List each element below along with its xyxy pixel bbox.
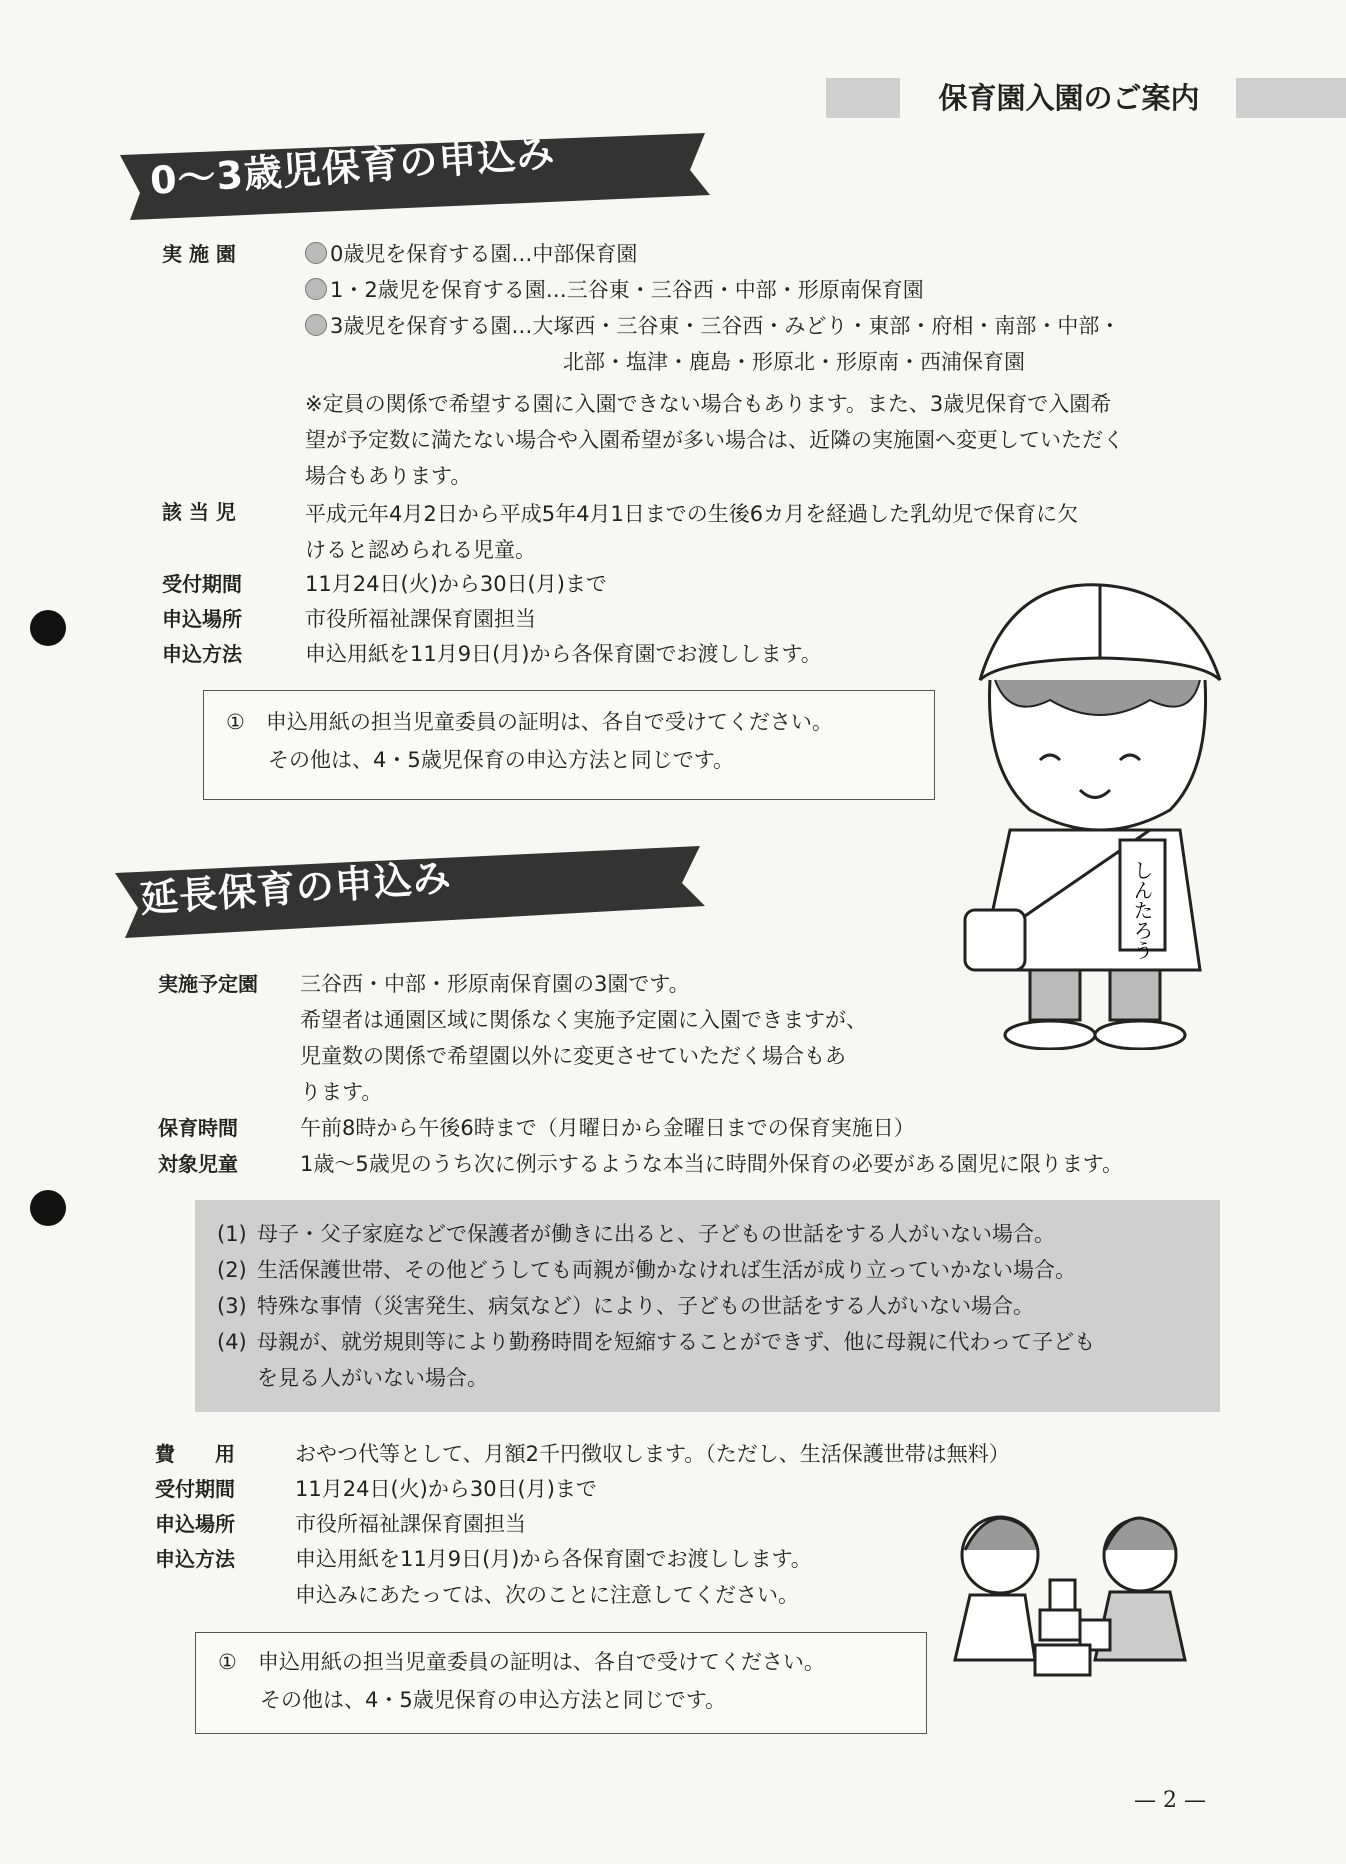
s2-box-line-2: その他は、4・5歳児保育の申込方法と同じです。 (218, 1688, 727, 1712)
s2-method-label: 申込方法 (155, 1547, 235, 1571)
s2-hours-label: 保育時間 (158, 1116, 238, 1140)
s1-facility-line-4: 北部・塩津・鹿島・形原北・形原南・西浦保育園 (563, 350, 1025, 374)
s1-period: 11月24日(火)から30日(月)まで (305, 572, 607, 596)
case-item-2: (2) 生活保護世帯、その他どうしても両親が働かなければ生活が成り立っていかない場合。 (217, 1258, 1076, 1282)
s2-place-label: 申込場所 (155, 1512, 235, 1536)
s2-fee-label: 費 用 (155, 1442, 235, 1466)
s2-box-line-1: ① 申込用紙の担当児童委員の証明は、各自で受けてください。 (218, 1650, 825, 1674)
s1-note-line-3: 場合もあります。 (305, 464, 472, 488)
s1-box-line-2: その他は、4・5歳児保育の申込方法と同じです。 (226, 748, 735, 772)
s1-facility-line-2: 1・2歳児を保育する園…三谷東・三谷西・中部・形原南保育園 (305, 272, 924, 308)
case-item-4: (4) 母親が、就労規則等により勤務時間を短縮することができず、他に母親に代わって子ども (217, 1330, 1096, 1354)
s2-place: 市役所福祉課保育園担当 (295, 1512, 526, 1536)
section1-title: 0～3歳児保育の申込み (148, 130, 557, 203)
s2-facility-line-2: 希望者は通園区域に関係なく実施予定園に入園できますが、 (300, 1008, 867, 1032)
s2-facility-line-4: ります。 (300, 1080, 383, 1104)
section1-banner (110, 115, 710, 235)
bullet-icon (305, 314, 327, 336)
children-blocks-illustration (940, 1510, 1200, 1690)
s1-facility-line-1: 0歳児を保育する園…中部保育園 (305, 236, 637, 272)
s2-note-box (195, 1632, 927, 1734)
s2-hours: 午前8時から午後6時まで（月曜日から金曜日までの保育実施日） (300, 1116, 915, 1140)
badge-text: しんたろう (1130, 860, 1154, 960)
s1-eligible-label: 該 当 児 (162, 500, 236, 524)
bullet-icon (305, 278, 327, 300)
s2-fee: おやつ代等として、月額2千円徴収します。（ただし、生活保護世帯は無料） (295, 1442, 1010, 1466)
s1-method-label: 申込方法 (162, 642, 242, 666)
child-illustration (950, 570, 1240, 1050)
s1-facility-label: 実 施 園 (162, 242, 236, 266)
s1-eligible-line-1: 平成元年4月2日から平成5年4月1日までの生後6カ月を経過した乳幼児で保育に欠 (305, 502, 1079, 526)
s1-place-label: 申込場所 (162, 607, 242, 631)
section2-banner (110, 828, 710, 948)
s2-target-label: 対象児童 (158, 1152, 238, 1176)
s2-method-line-1: 申込用紙を11月9日(月)から各保育園でお渡しします。 (295, 1547, 812, 1571)
case-item-1: (1) 母子・父子家庭などで保護者が働きに出ると、子どもの世話をする人がいない場合。 (217, 1222, 1055, 1246)
s1-note-box (203, 690, 935, 800)
header-tag-label: 保育園入園のご案内 (938, 81, 1200, 115)
s2-cases-box (195, 1200, 1220, 1412)
header-tag (826, 78, 1346, 118)
s1-note-line-1: ※定員の関係で希望する園に入園できない場合もあります。また、3歳児保育で入園希 (305, 392, 1112, 416)
case-item-3: (3) 特殊な事情（災害発生、病気など）により、子どもの世話をする人がいない場合。 (217, 1294, 1034, 1318)
s2-period: 11月24日(火)から30日(月)まで (295, 1477, 597, 1501)
s2-facility-line-3: 児童数の関係で希望園以外に変更させていただく場合もあ (300, 1044, 846, 1068)
punch-hole (30, 1190, 66, 1226)
s2-target: 1歳～5歳児のうち次に例示するような本当に時間外保育の必要がある園児に限ります。 (300, 1152, 1124, 1176)
bullet-icon (305, 242, 327, 264)
s1-note-line-2: 望が予定数に満たない場合や入園希望が多い場合は、近隣の実施園へ変更していただく (305, 428, 1124, 452)
s2-facility-label: 実施予定園 (158, 972, 258, 996)
s2-period-label: 受付期間 (155, 1477, 235, 1501)
s1-period-label: 受付期間 (162, 572, 242, 596)
punch-hole (30, 610, 66, 646)
s1-method: 申込用紙を11月9日(月)から各保育園でお渡しします。 (305, 642, 822, 666)
s1-facility-line-3: 3歳児を保育する園…大塚西・三谷東・三谷西・みどり・東部・府相・南部・中部・ (305, 308, 1120, 344)
s1-place: 市役所福祉課保育園担当 (305, 607, 536, 631)
section2-title: 延長保育の申込み (138, 855, 454, 921)
case-item-4-cont: を見る人がいない場合。 (257, 1366, 488, 1390)
s1-eligible-line-2: けると認められる児童。 (305, 538, 536, 562)
s2-facility-line-1: 三谷西・中部・形原南保育園の3園です。 (300, 972, 690, 996)
s1-box-line-1: ① 申込用紙の担当児童委員の証明は、各自で受けてください。 (226, 710, 833, 734)
s2-method-line-2: 申込みにあたっては、次のことに注意してください。 (295, 1583, 799, 1607)
page-number: — 2 — (1134, 1788, 1206, 1813)
